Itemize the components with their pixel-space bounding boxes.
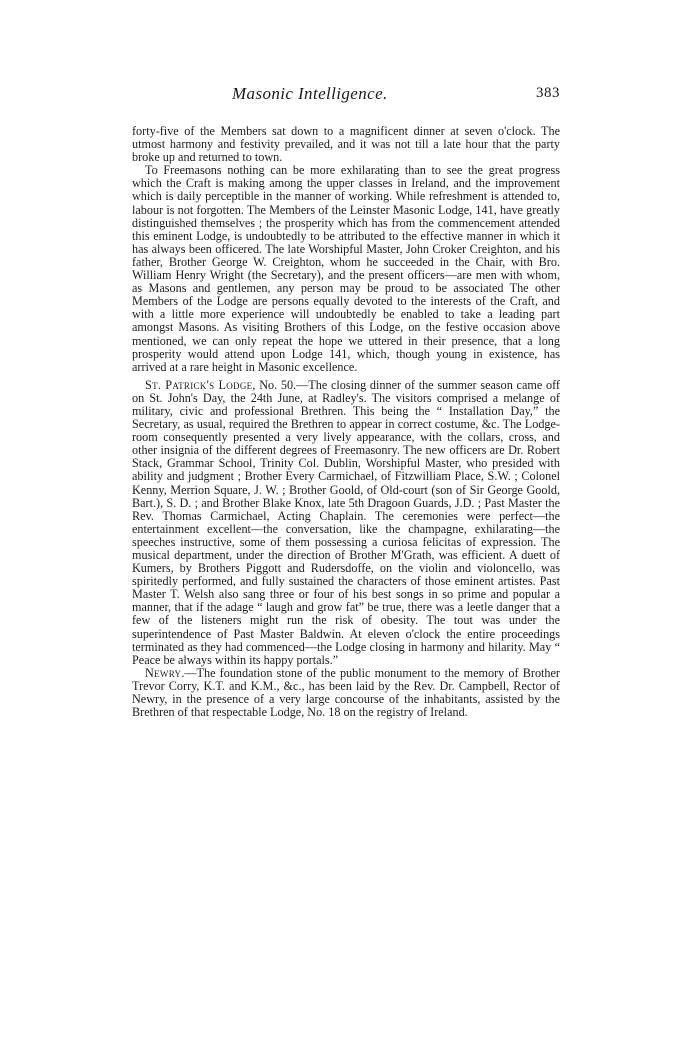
paragraph-newry <box>132 667 560 719</box>
section-lead-newry: Newry <box>145 665 182 680</box>
page-header <box>132 84 560 108</box>
section-lead-st-patricks: St. Patrick's Lodge <box>145 377 253 392</box>
paragraph-st-patricks-text: , No. 50.—The closing dinner of the summer season came off on St. John's Day, the 24th June, at Radley's. The visitors comprised a melange of military, civic and professional Brethren. This being the “ Installation Day,” the Secretary, as usual, required the Brethren to appear in correct costume, &c. The Lodge-room consequently presented a very lively appearance, with the collars, cross, and other insignia of the different degrees of Freemasonry. The new officers are Dr. Robert Stack, Grammar School, Trinity Col. Dublin, Worshipful Master, who presided with ability and judgment ; Brother Every Carmichael, of Fitzwilliam Place, S.W. ; Colonel Kenny, Merrion Square, J. W. ; Brother Goold, of Old-court (son of Sir George Goold, Bart.), S. D. ; and Brother Blake Knox, late 5th Dragoon Guards, J.D. ; Past Master the Rev. Thomas Carmichael, Acting Chaplain. The ceremonies were perfect—the entertainment excellent—the conversation, like the champagne, exhilarating—the speeches instructive, some of them possessing a curiosa felicitas of expression. The musical department, under the direction of Brother M'Grath, was efficient. A duett of Kumers, by Brothers Piggott and Rudersdoffe, on the violin and violoncello, was spiritedly performed, and fully sustained the characters of those eminent artistes. Past Master T. Welsh also sang three or four of his best songs in so prime and popular a manner, that if the adage “ laugh and grow fat” be true, there was a leetle danger that a few of the listeners might run the risk of obesity. The tout was under the superintendence of Past Master Baldwin. At eleven o'clock the entire proceedings terminated as they had commenced—the Lodge closing in harmony and hilarity. May “ Peace be always within its happy portals.” <box>132 377 560 667</box>
paragraph-leinster-lodge: To Freemasons nothing can be more exhilarating than to see the great progress which the Craft is making among the upper classes in Ireland, and the improvement which is daily perceptible in the manner of working. While refreshment is attended to, labour is not forgotten. The Members of the Leinster Masonic Lodge, 141, have greatly distinguished themselves ; the prosperity which has from the commencement attended this eminent Lodge, is undoubtedly to be attributed to the effective manner in which it has always been officered. The late Worshipful Master, John Croker Creighton, and his father, Brother George W. Creighton, whom he succeeded in the Chair, with Bro. William Henry Wright (the Secretary), and the present officers—are men with whom, as Masons and gentlemen, any person may be proud to be associated The other Members of the Lodge are persons equally devoted to the interests of the Craft, and with a little more experience will undoubtedly be enabled to take a leading part amongst Masons. As visiting Brothers of this Lodge, on the festive occasion above mentioned, we can only repeat the hope we uttered in their presence, that a long prosperity would attend upon Lodge 141, which, though young in existence, has arrived at a rare height in Masonic excellence. <box>132 163 560 374</box>
article-body <box>132 125 560 719</box>
paragraph-dinner-close: forty-five of the Members sat down to a magnificent dinner at seven o'clock. The utmost harmony and festivity prevailed, and it was not till a late hour that the party broke up and returned to town. <box>132 124 560 165</box>
paragraph-st-patricks-lodge <box>132 379 560 667</box>
page-number: 383 <box>536 85 560 101</box>
paragraph-newry-text: .—The foundation stone of the public monument to the memory of Brother Trevor Corry, K.T. and K.M., &c., has been laid by the Rev. Dr. Campbell, Rector of Newry, in the presence of a very large concourse of the inhabitants, assisted by the Brethren of that respectable Lodge, No. 18 on the registry of Ireland. <box>132 665 560 720</box>
running-title: Masonic Intelligence. <box>232 84 388 103</box>
